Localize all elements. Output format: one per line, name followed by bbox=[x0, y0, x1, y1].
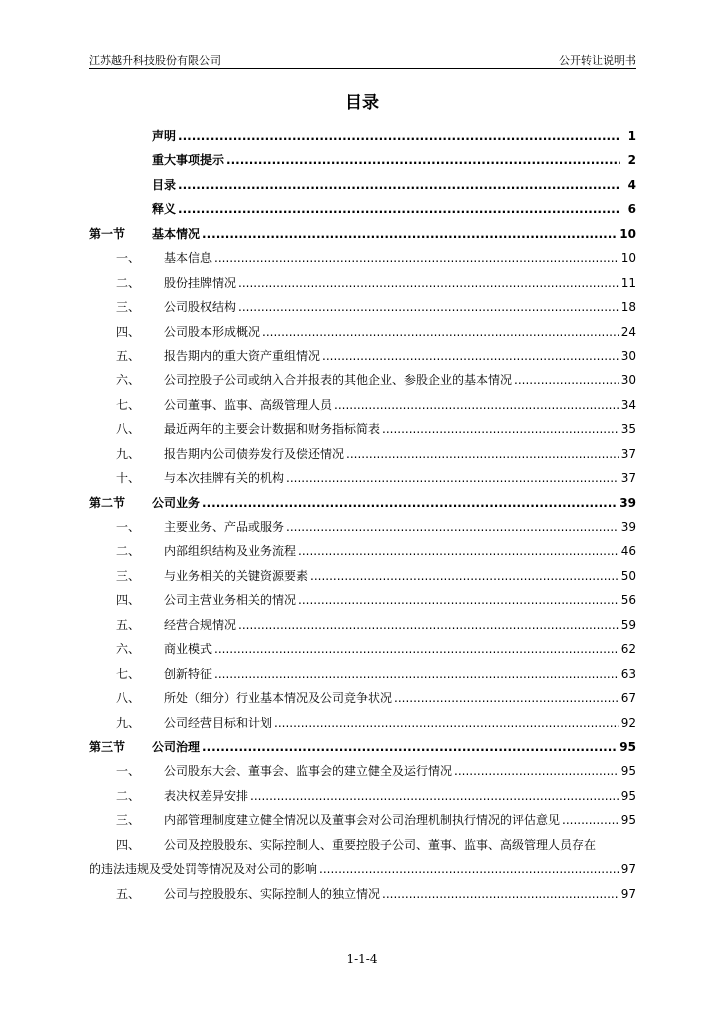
toc-dot-leader bbox=[202, 222, 617, 246]
toc-entry-title: 公司经营目标和计划 bbox=[164, 715, 273, 730]
toc-entry-page: 6 bbox=[627, 202, 636, 217]
toc-entry[interactable] bbox=[89, 613, 636, 637]
toc-entry-title: 表决权差异安排 bbox=[164, 788, 249, 803]
toc-entry-title: 公司股东大会、董事会、监事会的建立健全及运行情况 bbox=[164, 764, 453, 779]
toc-entry-page: 95 bbox=[620, 813, 636, 828]
toc-dot-leader bbox=[226, 148, 620, 172]
toc-dot-leader bbox=[298, 588, 619, 612]
toc-entry-page: 39 bbox=[620, 520, 636, 534]
toc-entry-page: 4 bbox=[627, 177, 636, 192]
toc-entry-number: 二、 bbox=[116, 275, 141, 290]
toc-entry-title: 基本情况 bbox=[152, 226, 201, 241]
toc-entry-page: 24 bbox=[620, 324, 636, 339]
header-divider bbox=[89, 68, 636, 69]
toc-entry[interactable] bbox=[89, 711, 636, 735]
toc-dot-leader bbox=[238, 295, 619, 319]
toc-entry[interactable] bbox=[89, 588, 636, 612]
toc-entry-page: 11 bbox=[620, 275, 636, 290]
toc-dot-leader bbox=[382, 882, 619, 906]
toc-entry-number: 十、 bbox=[116, 471, 141, 486]
toc-dot-leader bbox=[274, 711, 619, 735]
toc-entry-number: 一、 bbox=[116, 520, 141, 534]
toc-entry[interactable] bbox=[89, 637, 636, 661]
toc-entry-number: 五、 bbox=[116, 348, 141, 363]
toc-entry[interactable] bbox=[89, 564, 636, 588]
toc-entry-page: 18 bbox=[620, 300, 636, 315]
toc-dot-leader bbox=[178, 124, 620, 148]
toc-dot-leader bbox=[214, 662, 619, 686]
toc-entry-page: 95 bbox=[619, 739, 636, 754]
toc-entry-title: 基本信息 bbox=[164, 251, 213, 266]
toc-dot-leader bbox=[286, 515, 619, 539]
toc-entry-page: 35 bbox=[620, 422, 636, 437]
toc-entry-page: 37 bbox=[620, 471, 636, 486]
toc-entry-number: 四、 bbox=[116, 324, 141, 339]
toc-entry-title: 公司与控股股东、实际控制人的独立情况 bbox=[164, 886, 381, 901]
toc-entry[interactable] bbox=[89, 271, 636, 295]
toc-entry[interactable] bbox=[89, 368, 636, 392]
toc-entry-page: 59 bbox=[620, 617, 636, 632]
toc-entry[interactable] bbox=[89, 173, 636, 197]
toc-entry-page: 2 bbox=[627, 153, 636, 168]
toc-entry[interactable] bbox=[89, 833, 636, 857]
header-company-name: 江苏越升科技股份有限公司 bbox=[89, 54, 221, 67]
toc-entry-page: 46 bbox=[620, 544, 636, 559]
toc-entry-page: 50 bbox=[620, 568, 636, 583]
toc-entry-page: 37 bbox=[620, 446, 636, 461]
toc-dot-leader bbox=[394, 686, 619, 710]
toc-entry[interactable] bbox=[89, 197, 636, 221]
toc-dot-leader bbox=[202, 735, 617, 759]
toc-entry-number: 三、 bbox=[116, 813, 141, 828]
toc-dot-leader bbox=[202, 491, 617, 515]
toc-entry-page: 62 bbox=[620, 642, 636, 657]
toc-entry-title: 的违法违规及受处罚等情况及对公司的影响 bbox=[89, 862, 318, 877]
toc-entry-number: 三、 bbox=[116, 300, 141, 315]
toc-entry[interactable] bbox=[89, 686, 636, 710]
toc-entry-page: 92 bbox=[620, 715, 636, 730]
toc-entry[interactable] bbox=[89, 882, 636, 906]
page-title: 目录 bbox=[345, 93, 379, 113]
toc-dot-leader bbox=[238, 613, 619, 637]
toc-entry-title: 所处（细分）行业基本情况及公司竞争状况 bbox=[164, 691, 393, 706]
toc-entry[interactable] bbox=[89, 735, 636, 759]
toc-dot-leader bbox=[250, 784, 619, 808]
toc-entry[interactable] bbox=[89, 124, 636, 148]
toc-entry-number: 四、 bbox=[116, 593, 141, 608]
toc-entry[interactable] bbox=[89, 784, 636, 808]
toc-dot-leader bbox=[262, 320, 619, 344]
toc-entry-title: 公司及控股股东、实际控制人、重要控股子公司、董事、监事、高级管理人员存在 bbox=[164, 837, 597, 852]
toc-dot-leader bbox=[319, 857, 619, 881]
toc-dot-leader bbox=[454, 759, 619, 783]
toc-entry[interactable] bbox=[89, 295, 636, 319]
toc-entry-title: 公司控股子公司或纳入合并报表的其他企业、参股企业的基本情况 bbox=[164, 373, 513, 388]
toc-entry-number: 二、 bbox=[116, 788, 141, 803]
toc-entry-title: 股份挂牌情况 bbox=[164, 275, 237, 290]
toc-entry-title: 公司业务 bbox=[152, 495, 201, 510]
toc-entry-number: 五、 bbox=[116, 886, 141, 901]
toc-entry-number: 七、 bbox=[116, 666, 141, 681]
toc-entry-number: 五、 bbox=[116, 617, 141, 632]
toc-entry[interactable] bbox=[89, 222, 636, 246]
toc-entry-title: 经营合规情况 bbox=[164, 617, 237, 632]
toc-entry-title: 公司治理 bbox=[152, 739, 201, 754]
toc-dot-leader bbox=[346, 442, 619, 466]
toc-entry-page: 30 bbox=[620, 348, 636, 363]
toc-entry-number: 二、 bbox=[116, 544, 141, 559]
toc-dot-leader bbox=[562, 808, 619, 832]
toc-entry-page: 56 bbox=[620, 593, 636, 608]
toc-entry-page: 63 bbox=[620, 666, 636, 681]
toc-entry-page: 10 bbox=[619, 226, 636, 241]
toc-dot-leader bbox=[214, 637, 619, 661]
toc-entry-number: 九、 bbox=[116, 446, 141, 461]
toc-entry[interactable] bbox=[89, 539, 636, 563]
toc-entry[interactable] bbox=[89, 393, 636, 417]
toc-entry-title: 公司董事、监事、高级管理人员 bbox=[164, 397, 333, 412]
toc-entry-title: 主要业务、产品或服务 bbox=[164, 520, 285, 534]
table-of-contents bbox=[89, 124, 636, 906]
toc-dot-leader bbox=[286, 466, 619, 490]
toc-entry-title: 公司股权结构 bbox=[164, 300, 237, 315]
toc-entry-title: 创新特征 bbox=[164, 666, 213, 681]
toc-entry[interactable] bbox=[89, 662, 636, 686]
toc-entry-page: 34 bbox=[620, 397, 636, 412]
toc-dot-leader bbox=[178, 197, 620, 221]
toc-entry-title: 报告期内公司债券发行及偿还情况 bbox=[164, 446, 345, 461]
toc-dot-leader bbox=[514, 368, 619, 392]
toc-entry[interactable] bbox=[89, 808, 636, 832]
toc-entry-page: 39 bbox=[619, 495, 636, 510]
toc-entry-page: 95 bbox=[620, 764, 636, 779]
toc-entry[interactable] bbox=[89, 857, 636, 881]
toc-entry-number: 第三节 bbox=[89, 739, 126, 754]
toc-entry-title: 内部组织结构及业务流程 bbox=[164, 544, 297, 559]
toc-entry[interactable] bbox=[89, 417, 636, 441]
toc-dot-leader bbox=[382, 417, 619, 441]
toc-entry-page: 10 bbox=[620, 251, 636, 266]
toc-entry-number: 六、 bbox=[116, 642, 141, 657]
toc-entry-title: 公司股本形成概况 bbox=[164, 324, 261, 339]
toc-entry-number: 九、 bbox=[116, 715, 141, 730]
toc-entry-title: 声明 bbox=[152, 129, 177, 143]
toc-entry-title: 商业模式 bbox=[164, 642, 213, 657]
toc-dot-leader bbox=[334, 393, 619, 417]
toc-entry-title: 目录 bbox=[152, 177, 177, 192]
toc-entry-page: 30 bbox=[620, 373, 636, 388]
toc-dot-leader bbox=[322, 344, 619, 368]
toc-dot-leader bbox=[178, 173, 620, 197]
toc-entry-page: 1 bbox=[627, 129, 636, 143]
toc-entry-title: 释义 bbox=[152, 202, 177, 217]
toc-entry-number: 一、 bbox=[116, 764, 141, 779]
toc-entry-number: 六、 bbox=[116, 373, 141, 388]
toc-entry-number: 七、 bbox=[116, 397, 141, 412]
toc-entry[interactable] bbox=[89, 759, 636, 783]
toc-dot-leader bbox=[310, 564, 619, 588]
toc-dot-leader bbox=[214, 246, 619, 270]
toc-entry-number: 八、 bbox=[116, 422, 141, 437]
toc-entry-number: 第二节 bbox=[89, 495, 126, 510]
toc-entry-page: 95 bbox=[620, 788, 636, 803]
toc-entry-title: 公司主营业务相关的情况 bbox=[164, 593, 297, 608]
toc-entry[interactable] bbox=[89, 148, 636, 172]
toc-entry[interactable] bbox=[89, 246, 636, 270]
toc-entry-title: 与业务相关的关键资源要素 bbox=[164, 568, 309, 583]
toc-entry-title: 报告期内的重大资产重组情况 bbox=[164, 348, 321, 363]
toc-entry[interactable] bbox=[89, 491, 636, 515]
toc-entry[interactable] bbox=[89, 344, 636, 368]
toc-entry-page: 97 bbox=[620, 862, 636, 877]
toc-entry-title: 与本次挂牌有关的机构 bbox=[164, 471, 285, 486]
toc-entry-number: 第一节 bbox=[89, 226, 126, 241]
toc-entry[interactable] bbox=[89, 466, 636, 490]
toc-entry-number: 八、 bbox=[116, 691, 141, 706]
toc-entry-title: 最近两年的主要会计数据和财务指标简表 bbox=[164, 422, 381, 437]
toc-dot-leader bbox=[298, 539, 619, 563]
toc-entry-number: 三、 bbox=[116, 568, 141, 583]
toc-entry-title: 重大事项提示 bbox=[152, 153, 225, 168]
toc-entry-page: 67 bbox=[620, 691, 636, 706]
toc-dot-leader bbox=[238, 271, 619, 295]
toc-entry[interactable] bbox=[89, 320, 636, 344]
toc-entry-number: 一、 bbox=[116, 251, 141, 266]
toc-entry[interactable] bbox=[89, 515, 636, 539]
toc-entry-title: 内部管理制度建立健全情况以及董事会对公司治理机制执行情况的评估意见 bbox=[164, 813, 561, 828]
toc-entry-number: 四、 bbox=[116, 837, 141, 852]
toc-entry[interactable] bbox=[89, 442, 636, 466]
footer-page-number: 1-1-4 bbox=[346, 952, 378, 966]
toc-entry-page: 97 bbox=[620, 886, 636, 901]
header-document-name: 公开转让说明书 bbox=[559, 54, 636, 67]
